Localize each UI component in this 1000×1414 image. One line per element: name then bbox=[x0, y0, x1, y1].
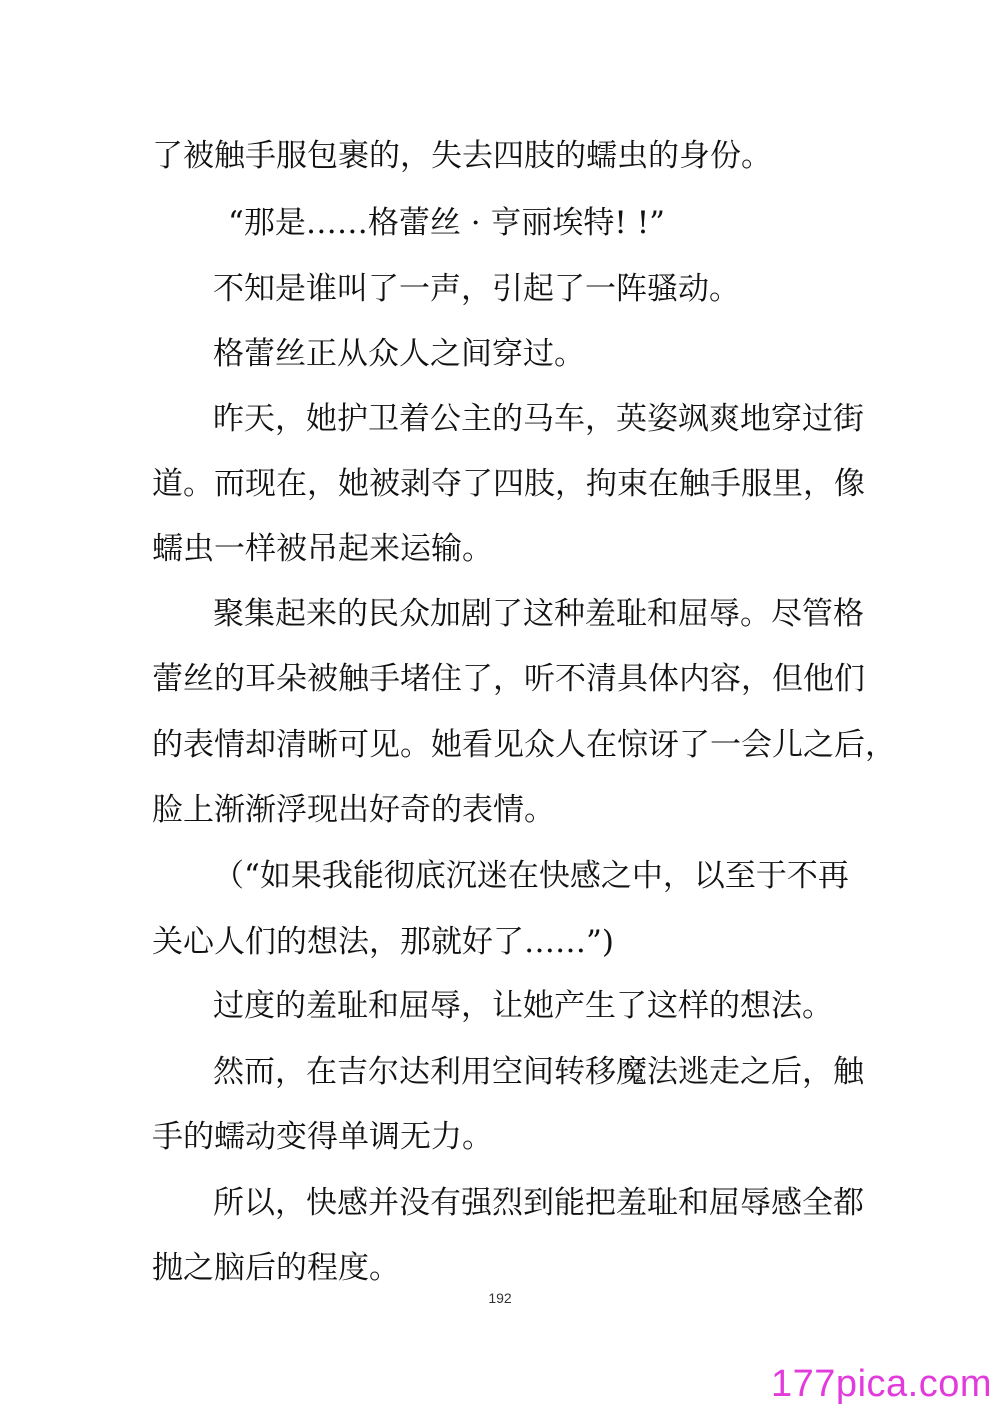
text-line-9: 蕾丝的耳朵被触手堵住了，听不清具体内容，但他们 bbox=[152, 661, 865, 697]
text-line-13: 关心人们的想法，那就好了……”) bbox=[152, 924, 614, 960]
watermark-link[interactable]: 177pica.com bbox=[771, 1363, 992, 1405]
text-line-7: 蠕虫一样被吊起来运输。 bbox=[152, 531, 493, 567]
page-number: 192 bbox=[488, 1290, 512, 1306]
text-line-5: 昨天，她护卫着公主的马车，英姿飒爽地穿过街 bbox=[213, 401, 864, 437]
text-line-18: 抛之脑后的程度。 bbox=[152, 1250, 400, 1286]
text-line-12: （“如果我能彻底沉迷在快感之中，以至于不再 bbox=[213, 858, 849, 894]
text-line-6: 道。而现在，她被剥夺了四肢，拘束在触手服里，像 bbox=[152, 466, 865, 502]
text-line-2: “那是……格蕾丝 · 亨丽埃特! !” bbox=[228, 205, 666, 241]
text-line-3: 不知是谁叫了一声，引起了一阵骚动。 bbox=[213, 271, 740, 307]
text-line-16: 手的蠕动变得单调无力。 bbox=[152, 1119, 493, 1155]
text-line-8: 聚集起来的民众加剧了这种羞耻和屈辱。尽管格 bbox=[213, 596, 864, 632]
text-line-4: 格蕾丝正从众人之间穿过。 bbox=[213, 336, 585, 372]
text-line-10: 的表情却清晰可见。她看见众人在惊讶了一会儿之后， bbox=[152, 727, 896, 763]
text-line-14: 过度的羞耻和屈辱，让她产生了这样的想法。 bbox=[213, 988, 833, 1024]
text-line-15: 然而，在吉尔达利用空间转移魔法逃走之后，触 bbox=[213, 1054, 864, 1090]
text-line-1: 了被触手服包裹的，失去四肢的蠕虫的身份。 bbox=[152, 138, 772, 174]
text-line-17: 所以，快感并没有强烈到能把羞耻和屈辱感全都 bbox=[213, 1185, 864, 1221]
text-line-11: 脸上渐渐浮现出好奇的表情。 bbox=[152, 792, 555, 828]
